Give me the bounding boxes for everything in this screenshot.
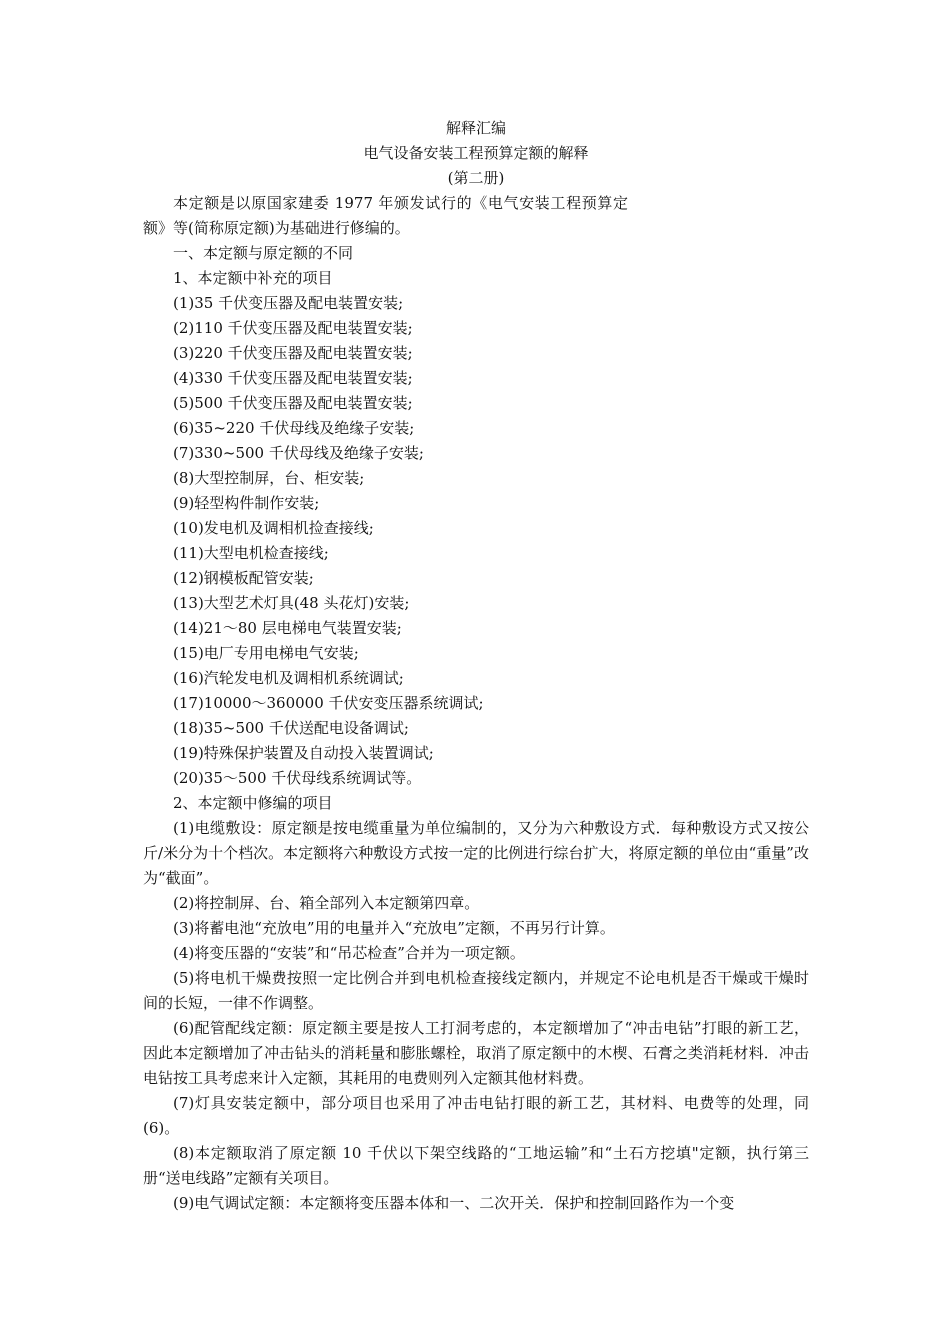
- list-item: (12)钢模板配管安装;: [173, 569, 314, 587]
- list-item: (6)35~220 千伏母线及绝缘子安装;: [173, 419, 415, 437]
- list-item: (2)110 千伏变压器及配电装置安装;: [173, 319, 413, 337]
- doc-title: 解释汇编: [445, 119, 506, 137]
- list-item: (18)35~500 千伏送配电设备调试;: [173, 719, 409, 737]
- doc-subtitle: 电气设备安装工程预算定额的解释: [363, 144, 589, 162]
- list-item: (11)大型电机检查接线;: [173, 544, 329, 562]
- list-item: (16)汽轮发电机及调相机系统调试;: [173, 669, 404, 687]
- section-heading: 一、本定额与原定额的不同: [173, 244, 354, 262]
- body-paragraph: (5)将电机干燥费按照一定比例合并到电机检查接线定额内，并规定不论电机是否干燥或干燥时间的长短，一律不作调整。: [143, 969, 809, 1012]
- list-item: (20)35～500 千伏母线系统调试等。: [173, 769, 422, 787]
- list-item: (10)发电机及调相机捡查接线;: [173, 519, 374, 537]
- intro-paragraph: 本定额是以原国家建委 1977 年颁发试行的《电气安装工程预算定额》等(简称原定额)为基础进行修编的。: [143, 194, 628, 237]
- body-paragraph: (2)将控制屏、台、箱全部列入本定额第四章。: [173, 894, 480, 912]
- body-paragraph: (6)配管配线定额：原定额主要是按人工打洞考虑的，本定额增加了“冲击电钻”打眼的新工艺，因此本定额增加了冲击钻头的消耗量和膨胀螺栓，取消了原定额中的木楔、石膏之类消耗材料．冲击电钻按工具考虑来计入定额，其耗用的电费则列入定额其他材料费。: [143, 1019, 809, 1087]
- subsection-heading: 1、本定额中补充的项目: [173, 269, 333, 287]
- list-item: (3)220 千伏变压器及配电装置安装;: [173, 344, 413, 362]
- body-paragraph: (3)将蓄电池“充放电”用的电量并入“充放电”定额，不再另行计算。: [173, 919, 615, 937]
- list-item: (4)330 千伏变压器及配电装置安装;: [173, 369, 413, 387]
- list-item: (13)大型艺术灯具(48 头花灯)安装;: [173, 594, 410, 612]
- body-paragraph: (7)灯具安装定额中，部分项目也采用了冲击电钻打眼的新工艺，其材料、电费等的处理，同(6)。: [143, 1094, 809, 1137]
- body-paragraph: (4)将变压器的“安装”和“吊芯检查”合并为一项定额。: [173, 944, 525, 962]
- list-item: (8)大型控制屏，台、柜安装;: [173, 469, 365, 487]
- body-paragraph: (9)电气调试定额：本定额将变压器本体和一、二次开关．保护和控制回路作为一个变: [173, 1194, 735, 1212]
- list-item: (14)21～80 层电梯电气装置安装;: [173, 619, 402, 637]
- list-item: (9)轻型构件制作安装;: [173, 494, 320, 512]
- doc-volume: (第二册): [447, 169, 505, 187]
- document-page: [143, 116, 809, 1216]
- body-paragraph: (1)电缆敷设：原定额是按电缆重量为单位编制的，又分为六种敷设方式．每种敷设方式又按公斤/米分为十个档次。本定额将六种敷设方式按一定的比例进行综台扩大，将原定额的单位由“重量”改为“截面”。: [143, 819, 809, 887]
- list-item: (17)10000～360000 千伏安变压器系统调试;: [173, 694, 484, 712]
- body-paragraph: (8)本定额取消了原定额 10 千伏以下架空线路的“工地运输”和“土石方挖填"定额，执行第三册“送电线路”定额有关项目。: [143, 1144, 809, 1187]
- list-item: (19)特殊保护装置及自动投入装置调试;: [173, 744, 434, 762]
- list-item: (5)500 千伏变压器及配电装置安装;: [173, 394, 413, 412]
- list-item: (7)330~500 千伏母线及绝缘子安装;: [173, 444, 424, 462]
- list-item: (1)35 千伏变压器及配电装置安装;: [173, 294, 404, 312]
- subsection-heading: 2、本定额中修编的项目: [173, 794, 333, 812]
- list-item: (15)电厂专用电梯电气安装;: [173, 644, 359, 662]
